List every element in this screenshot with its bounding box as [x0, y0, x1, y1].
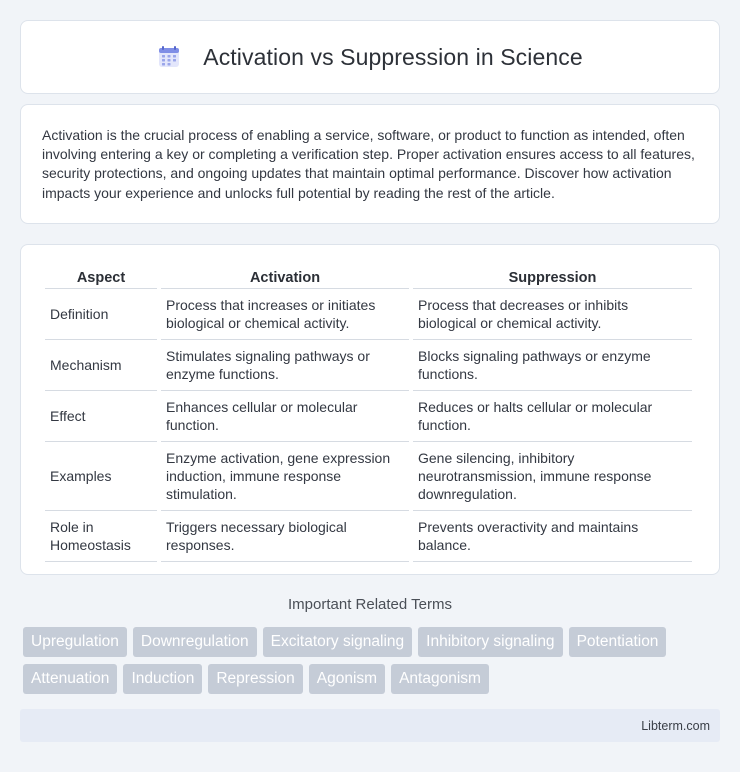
intro-text: Activation is the crucial process of enabling a service, software, or product to function as intended, often involving entering a key or completing a verification step. Proper activation ensures access to all features, security protections, and ongoing updates that maintain optimal performance. Discover how activation impacts your experience and unlocks full potential by reading the rest of the article.: [42, 127, 695, 201]
footer: [20, 709, 720, 742]
header-suppression: Suppression: [413, 265, 692, 289]
cell-aspect: Examples: [45, 442, 157, 511]
tag-induction[interactable]: Induction: [123, 664, 202, 694]
tag-agonism[interactable]: Agonism: [309, 664, 385, 694]
cell-activation: Process that increases or initiates biological or chemical activity.: [161, 289, 409, 340]
cell-suppression: Process that decreases or inhibits biological or chemical activity.: [413, 289, 692, 340]
table-row: [45, 442, 692, 511]
title-wrap: [157, 44, 582, 71]
tag-attenuation[interactable]: Attenuation: [23, 664, 117, 694]
cell-aspect: Effect: [45, 391, 157, 442]
tag-downregulation[interactable]: Downregulation: [133, 627, 257, 657]
page-title: Activation vs Suppression in Science: [203, 43, 583, 70]
header-aspect: Aspect: [45, 265, 157, 289]
comparison-table: [41, 265, 696, 562]
cell-activation: Enzyme activation, gene expression induction, immune response stimulation.: [161, 442, 409, 511]
tag-upregulation[interactable]: Upregulation: [23, 627, 127, 657]
cell-aspect: Role in Homeostasis: [45, 511, 157, 562]
cell-suppression: Blocks signaling pathways or enzyme functions.: [413, 340, 692, 391]
comparison-table-card: [20, 244, 720, 575]
tag-potentiation[interactable]: Potentiation: [569, 627, 667, 657]
tag-inhibitory-signaling[interactable]: Inhibitory signaling: [418, 627, 562, 657]
cell-aspect: Mechanism: [45, 340, 157, 391]
cell-suppression: Reduces or halts cellular or molecular function.: [413, 391, 692, 442]
table-header-row: [45, 265, 692, 289]
cell-activation: Enhances cellular or molecular function.: [161, 391, 409, 442]
cell-suppression: Gene silencing, inhibitory neurotransmission, immune response downregulation.: [413, 442, 692, 511]
cell-aspect: Definition: [45, 289, 157, 340]
cell-activation: Triggers necessary biological responses.: [161, 511, 409, 562]
tag-row: [23, 664, 723, 694]
header-activation: Activation: [161, 265, 409, 289]
cell-suppression: Prevents overactivity and maintains balance.: [413, 511, 692, 562]
table-row: [45, 391, 692, 442]
related-terms-title: Important Related Terms: [288, 596, 452, 613]
table-row: [45, 511, 692, 562]
tag-repression[interactable]: Repression: [208, 664, 302, 694]
header-card: [20, 20, 720, 94]
related-terms-tags: [23, 627, 723, 701]
calendar-icon: [157, 45, 181, 69]
tag-excitatory-signaling[interactable]: Excitatory signaling: [263, 627, 413, 657]
table-row: [45, 289, 692, 340]
intro-card: [20, 104, 720, 224]
footer-site-link[interactable]: Libterm.com: [641, 718, 710, 733]
table-row: [45, 340, 692, 391]
cell-activation: Stimulates signaling pathways or enzyme functions.: [161, 340, 409, 391]
tag-antagonism[interactable]: Antagonism: [391, 664, 489, 694]
tag-row: [23, 627, 723, 657]
